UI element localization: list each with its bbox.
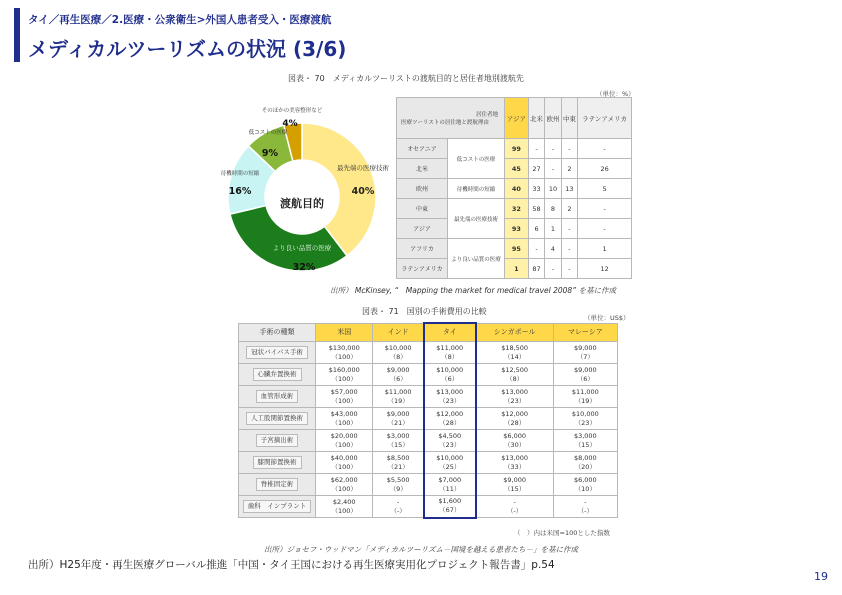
table1-cell: 2 [561,159,577,179]
table2-cost: $10,000 [384,343,412,352]
table2-index: （23） [574,418,596,427]
table2-procedure-label: 冠状バイパス手術 [246,346,308,359]
table2-cell [424,342,476,364]
table2-country-header: マレーシア [553,323,617,342]
table2-cell [476,342,553,364]
table2-cell [553,386,617,408]
table2-cost: $12,000 [501,409,529,418]
table1-cell: - [528,139,544,159]
table2-procedure-label: 子宮摘出術 [256,434,299,447]
table2-procedure [239,386,316,408]
index-note: （ ）内は米国=100とした指数 [514,529,610,537]
table2-cost: $3,000 [386,431,410,440]
table1-col-header: 北米 [528,98,544,139]
table2-cell [553,474,617,496]
table2-cost: $3,000 [573,431,597,440]
table2-cell [553,364,617,386]
table2-index: （6） [576,374,594,383]
table2-index: （14） [504,352,526,361]
table2-cost: $8,000 [573,453,597,462]
slice-label-wait: 待機時間の短縮 [220,171,260,177]
table1-cell: - [528,239,544,259]
table1-cell: 5 [578,179,632,199]
table2-cell [316,452,373,474]
table2-cost: - [584,497,587,506]
slice-label-lowcost: 低コストの医療 [248,130,288,136]
purpose-donut-chart [220,82,396,282]
table2-index: （9） [389,484,407,493]
table1-cell: - [561,259,577,279]
table2-cell [553,408,617,430]
table1-region: ラテンアメリカ [397,259,448,279]
table2-cell [316,474,373,496]
slice-label-quality: より良い品質の医療 [272,244,332,252]
table2-index: （8） [506,374,524,383]
table2-cost: $10,000 [571,409,599,418]
table2-cell [476,474,553,496]
table2-cell [553,430,617,452]
table1-region: アジア [397,219,448,239]
table2-cell [553,452,617,474]
table2-cost: $4,500 [438,431,462,440]
slice-value-advanced: 40% [351,186,375,197]
table2-country-header: 米国 [316,323,373,342]
table2-index: （15） [387,440,409,449]
table2-row [239,496,618,518]
table2-index: （25） [439,462,461,471]
table1-purpose: 待機時間の短縮 [448,179,505,199]
table2-corner: 手術の種類 [239,323,316,342]
figure71-source: 出所）ジョセフ・ウッドマン「メディカルツーリズム－国境を越える患者たち－」を基に作成 [264,545,578,554]
table2-index: （-） [390,506,406,515]
table2-row [239,430,618,452]
table1-row [397,179,632,199]
table1-purpose: 最先端の医療技術 [448,199,505,239]
table2-cell [373,386,424,408]
table1-region: 欧州 [397,179,448,199]
table2-cost: $10,000 [436,453,464,462]
table2-row [239,386,618,408]
table2-index: （19） [574,396,596,405]
table1-row [397,139,632,159]
figure70-title: 図表・ 70 メディカルツーリストの渡航目的と居住者地別渡航先 [288,74,524,83]
table2-cost: $9,000 [503,475,527,484]
table2-index: （100） [331,352,357,361]
surgery-cost-table [238,322,618,519]
page-title: メディカルツーリズムの状況 (3/6) [28,37,347,61]
table2-procedure [239,430,316,452]
table2-procedure-label: 歯科 インプラント [243,500,312,513]
table1-cell: 27 [528,159,544,179]
table1-cell: 1 [578,239,632,259]
slice-value-other: 4% [282,119,298,129]
table2-index: （100） [331,462,357,471]
table2-cost: $1,600 [438,497,462,506]
table2-cell [316,408,373,430]
destination-by-residence-table [396,97,632,279]
table2-cell [424,474,476,496]
table1-cell: 2 [561,199,577,219]
table2-row [239,364,618,386]
table1-cell: 4 [545,239,561,259]
table2-index: （15） [504,484,526,493]
table1-region: オセアニア [397,139,448,159]
table2-index: （-） [506,506,523,515]
table1-cell: 93 [505,219,529,239]
table2-cost: $8,500 [386,453,410,462]
table2-procedure-label: 血管形成術 [256,390,299,403]
table2-index: （100） [331,506,357,515]
table1-col-header: アジア [505,98,529,139]
table2-cell [373,364,424,386]
table2-cell [316,496,373,518]
table2-cost: $5,500 [386,475,410,484]
table2-cell [373,496,424,518]
table1-purpose: より良い品質の医療 [448,239,505,279]
slice-value-lowcost: 9% [261,148,279,159]
table2-cell [373,342,424,364]
table2-cell [316,364,373,386]
table2-cell [424,408,476,430]
table2-cost: $9,000 [573,343,597,352]
table1-purpose: 低コストの医療 [448,139,505,179]
figure71-unit: （単位：US$） [584,314,630,322]
table2-cell [316,342,373,364]
table2-cost: $18,500 [501,343,529,352]
table2-cell [476,364,553,386]
table2-cost: - [513,497,516,506]
table1-cell: - [578,199,632,219]
table2-cost: $6,000 [503,431,527,440]
table2-cost: - [396,497,400,506]
table2-index: （15） [574,440,596,449]
table2-cell [373,452,424,474]
table2-cost: $10,000 [436,365,464,374]
table1-cell: 1 [545,219,561,239]
table2-cost: $62,000 [330,475,358,484]
table1-col-header: 中東 [561,98,577,139]
table2-cost: $2,400 [332,497,356,506]
table2-index: （100） [331,396,357,405]
table2-procedure-label: 膝関節置換術 [253,456,302,469]
table2-index: （23） [439,396,461,405]
table2-cost: $7,000 [438,475,462,484]
table2-index: （10） [574,484,596,493]
table2-cost: $6,000 [573,475,597,484]
table1-cell: 58 [528,199,544,219]
table1-col-header: 欧州 [545,98,561,139]
table1-corner-top: 居住者地 [475,112,498,118]
table1-cell: - [545,139,561,159]
table2-index: （6） [441,374,459,383]
table2-country-header: シンガポール [476,323,553,342]
figure71-title: 図表・ 71 国別の手術費用の比較 [362,307,487,316]
table2-cost: $9,000 [386,365,410,374]
table2-country-header: インド [373,323,424,342]
table1-row [397,239,632,259]
table1-row [397,159,632,179]
table1-col-header: ラテンアメリカ [578,98,632,139]
table2-index: （100） [331,484,357,493]
donut-slice-quality [230,206,347,271]
table2-row [239,342,618,364]
table2-cell [373,430,424,452]
table2-index: （21） [387,462,409,471]
table1-cell: 13 [561,179,577,199]
table2-index: （30） [504,440,526,449]
table1-cell: - [561,239,577,259]
table2-procedure [239,364,316,386]
breadcrumb: タイ／再生医療／2.医療・公衆衛生>外国人患者受入・医療渡航 [28,14,332,26]
table2-cost: $9,000 [573,365,597,374]
table1-region: 中東 [397,199,448,219]
table2-cost: $43,000 [330,409,358,418]
table2-procedure [239,496,316,518]
page-number: 19 [814,570,828,583]
table2-cost: $20,000 [330,431,358,440]
table2-cost: $130,000 [328,343,360,352]
table1-cell: 12 [578,259,632,279]
table1-cell: 87 [528,259,544,279]
title-accent-bar [14,8,20,62]
table2-index: （28） [439,418,461,427]
table1-cell: - [578,219,632,239]
table2-index: （19） [387,396,409,405]
table1-region: 北米 [397,159,448,179]
table1-cell: - [545,259,561,279]
table2-cost: $12,500 [501,365,529,374]
table2-index: （-） [577,506,593,515]
slice-label-other: そのほかの美容整形など [261,108,323,114]
table1-row [397,259,632,279]
table1-cell: - [561,139,577,159]
figure70-source: 出所） McKinsey, “ Mapping the market for medical travel 2008” を基に作成 [330,286,616,295]
table2-cell [424,430,476,452]
table2-cell [476,430,553,452]
table2-cell [553,496,617,518]
table2-cell [424,452,476,474]
table2-procedure [239,408,316,430]
table2-cost: $12,000 [436,409,464,418]
table2-index: （100） [331,374,357,383]
table2-index: （100） [331,418,357,427]
table2-country-header: タイ [424,323,476,342]
table2-cell [476,496,553,518]
slice-value-quality: 32% [292,262,316,273]
table2-row [239,408,618,430]
table2-procedure [239,452,316,474]
table2-index: （33） [504,462,526,471]
table1-cell: 1 [505,259,529,279]
table2-row [239,452,618,474]
table2-cost: $9,000 [386,409,410,418]
table1-cell: 6 [528,219,544,239]
table1-corner-bottom: 医療ツーリストの居住地と渡航理由 [401,120,489,126]
table1-corner [397,98,505,139]
table2-cell [424,496,476,518]
table1-cell: 26 [578,159,632,179]
table2-row [239,474,618,496]
table1-region: アフリカ [397,239,448,259]
table2-index: （67） [439,506,461,515]
table2-cell [373,474,424,496]
table2-index: （23） [504,396,526,405]
table2-index: （20） [574,462,596,471]
table1-row [397,219,632,239]
table2-index: （8） [389,352,407,361]
table1-cell: 99 [505,139,529,159]
table2-cost: $11,000 [384,387,412,396]
table2-procedure [239,474,316,496]
table1-cell: - [578,139,632,159]
table2-cost: $11,000 [436,343,464,352]
footer-source: 出所）H25年度・再生医療グローバル推進「中国・タイ王国における再生医療実用化プロジェクト報告書」p.54 [28,559,555,571]
table2-index: （23） [439,440,461,449]
table2-procedure-label: 心臓弁置換術 [253,368,302,381]
figure70-unit: （単位：%） [596,90,635,98]
table1-cell: 40 [505,179,529,199]
table2-index: （100） [331,440,357,449]
table1-cell: - [545,159,561,179]
table2-index: （11） [439,484,461,493]
table1-cell: 95 [505,239,529,259]
table1-cell: 10 [545,179,561,199]
table2-index: （28） [504,418,526,427]
table2-index: （8） [441,352,459,361]
table2-cost: $13,000 [436,387,464,396]
donut-center-title: 渡航目的 [280,197,324,210]
table2-index: （6） [389,374,407,383]
table2-cell [373,408,424,430]
table1-cell: 33 [528,179,544,199]
table2-index: （21） [387,418,409,427]
table2-cell [316,386,373,408]
table2-cell [424,386,476,408]
slice-label-advanced: 最先端の医療技術 [337,164,389,172]
table2-cost: $13,000 [501,453,529,462]
table2-cell [476,452,553,474]
table2-procedure-label: 人工股関節置換術 [246,412,308,425]
table1-cell: 32 [505,199,529,219]
table1-row [397,199,632,219]
table1-cell: - [561,219,577,239]
slice-value-wait: 16% [228,186,252,197]
table2-cost: $160,000 [328,365,360,374]
table2-procedure-label: 脊椎固定術 [256,478,299,491]
table2-cell [316,430,373,452]
table2-cost: $13,000 [501,387,529,396]
table2-cell [424,364,476,386]
table1-cell: 45 [505,159,529,179]
table2-cell [476,386,553,408]
table2-cost: $57,000 [330,387,358,396]
table2-procedure [239,342,316,364]
table2-cell [553,342,617,364]
table2-cost: $40,000 [330,453,358,462]
table2-index: （7） [576,352,594,361]
table2-cost: $11,000 [571,387,599,396]
table1-cell: 8 [545,199,561,219]
table2-cell [476,408,553,430]
